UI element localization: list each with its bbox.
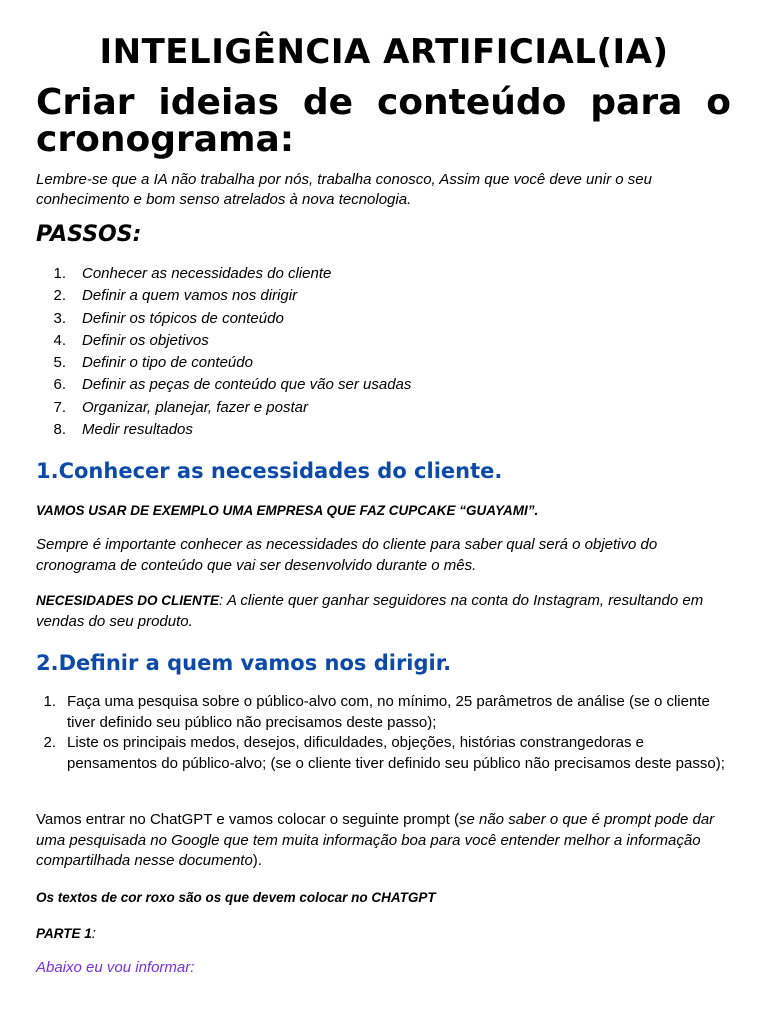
example-statement: VAMOS USAR DE EXEMPLO UMA EMPRESA QUE FAZ CUPCAKE “GUAYAMI”. — [36, 503, 539, 518]
list-item — [36, 308, 736, 330]
list-item-number: 4. — [53, 331, 66, 349]
list-item-text: Faça uma pesquisa sobre o público-alvo com, no mínimo, 25 parâmetros de análise (se o cliente tiver definido seu público não precisamos deste passo); — [67, 693, 710, 731]
client-needs-text: A cliente quer ganhar seguidores na conta do Instagram, resultando em vendas do seu produto. — [36, 592, 704, 630]
list-item — [36, 692, 736, 733]
steps-heading: PASSOS: — [36, 222, 142, 247]
prompt-end-text: ). — [252, 852, 262, 869]
list-item — [36, 330, 736, 352]
list-item-text: Liste os principais medos, desejos, dificuldades, objeções, histórias constrangedoras e pensamentos do público-alvo; (se o cliente tiver definido seu público não precisamos deste passo); — [67, 734, 725, 773]
chatgpt-prompt-text: Abaixo eu vou informar: — [36, 959, 195, 976]
list-item — [36, 263, 736, 285]
section-2-list — [36, 692, 736, 775]
list-item-number: 7. — [53, 398, 66, 416]
section-2-heading: 2.Definir a quem vamos nos dirigir. — [36, 651, 452, 675]
purple-text-note: Os textos de cor roxo são os que devem colocar no CHATGPT — [36, 890, 436, 905]
list-item-number: 2. — [43, 734, 56, 752]
list-item-number: 5. — [53, 354, 66, 372]
list-item — [36, 352, 736, 374]
list-item-text: Organizar, planejar, fazer e postar — [82, 398, 308, 416]
part-1-label — [36, 924, 736, 945]
list-item-number: 1. — [53, 265, 66, 282]
list-item-text: Definir o tipo de conteúdo — [82, 354, 253, 372]
list-item-number: 6. — [53, 376, 66, 394]
list-item-text: Medir resultados — [82, 421, 193, 439]
client-needs-paragraph — [36, 591, 736, 632]
list-item-number: 2. — [53, 287, 66, 305]
list-item-text: Definir a quem vamos nos dirigir — [82, 287, 298, 305]
document-subtitle: Criar ideias de conteúdo para o cronograma: — [36, 82, 731, 160]
section-1-paragraph: Sempre é importante conhecer as necessidades do cliente para saber qual será o objetivo do cronograma de conteúdo que vai ser desenvolvido durante o mês. — [36, 536, 658, 574]
list-item-number: 3. — [53, 309, 66, 327]
list-item-number: 1. — [43, 693, 56, 710]
list-item-text: Definir as peças de conteúdo que vão ser usadas — [82, 376, 412, 394]
list-item-number: 8. — [53, 421, 66, 439]
list-item-text: Conhecer as necessidades do cliente — [82, 265, 332, 282]
list-item — [36, 733, 736, 774]
prompt-instruction-paragraph — [36, 810, 736, 872]
steps-list — [36, 263, 736, 441]
prompt-explanation-text: se não saber o que é prompt pode dar uma pesquisada no Google que tem muita informação boa para você entender melhor a informação compartilhada nesse documento — [36, 811, 715, 869]
list-item — [36, 285, 736, 307]
client-needs-label: NECESIDADES DO CLIENTE — [36, 593, 220, 608]
list-item — [36, 374, 736, 396]
list-item — [36, 419, 736, 441]
list-item — [36, 397, 736, 419]
document-title: INTELIGÊNCIA ARTIFICIAL(IA) — [99, 32, 669, 72]
list-item-text: Definir os objetivos — [82, 331, 209, 349]
section-1-heading: 1.Conhecer as necessidades do cliente. — [36, 459, 503, 483]
part-1-colon: : — [91, 925, 96, 942]
intro-paragraph: Lembre-se que a IA não trabalha por nós, trabalha conosco, Assim que você deve unir o seu conhecimento e bom senso atrelados à nova tecnologia. — [36, 171, 652, 208]
list-item-text: Definir os tópicos de conteúdo — [82, 309, 284, 327]
client-needs-colon: : — [219, 592, 224, 609]
part-1-label-text: PARTE 1 — [36, 926, 92, 941]
prompt-intro-text: Vamos entrar no ChatGPT e vamos colocar o seguinte prompt ( — [36, 811, 459, 828]
